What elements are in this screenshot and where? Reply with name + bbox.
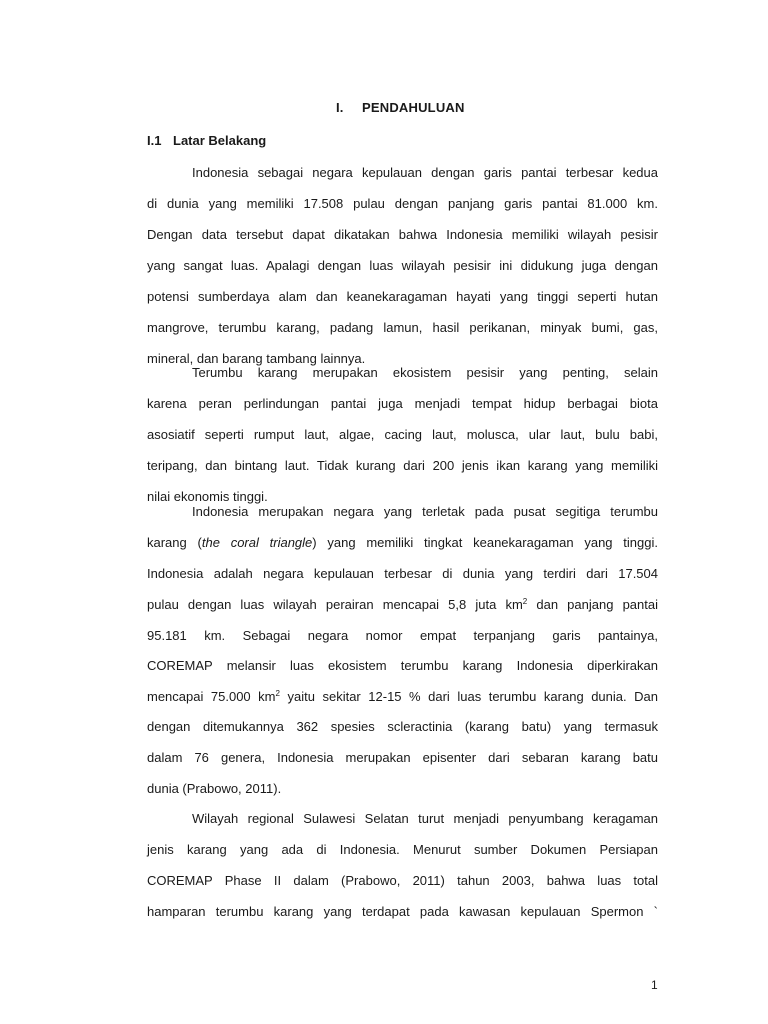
line-text: ) yang memiliki tingkat keanekaragaman yang tinggi. <box>312 535 658 550</box>
paragraph-line: mangrove, terumbu karang, padang lamun, hasil perikanan, minyak bumi, gas, <box>147 320 658 335</box>
paragraph-line: jenis karang yang ada di Indonesia. Menurut sumber Dokumen Persiapan <box>147 842 658 857</box>
paragraph-line: 95.181 km. Sebagai negara nomor empat terpanjang garis pantainya, <box>147 628 658 643</box>
paragraph-line: Wilayah regional Sulawesi Selatan turut menjadi penyumbang keragaman <box>192 811 658 826</box>
italic-term: the coral triangle <box>201 535 313 550</box>
paragraph-line: dengan ditemukannya 362 spesies scleractinia (karang batu) yang termasuk <box>147 719 658 734</box>
chapter-number: I. <box>336 100 344 115</box>
paragraph-line: Indonesia merupakan negara yang terletak pada pusat segitiga terumbu <box>192 504 658 519</box>
section-title: Latar Belakang <box>173 133 267 148</box>
section-heading <box>147 133 266 148</box>
chapter-title: PENDAHULUAN <box>362 100 465 115</box>
paragraph-line <box>147 596 658 614</box>
paragraph-line: Indonesia sebagai negara kepulauan dengan garis pantai terbesar kedua <box>192 165 658 180</box>
line-text: pulau dengan luas wilayah perairan mencapai 5,8 juta km <box>147 597 523 612</box>
paragraph-line: asosiatif seperti rumput laut, algae, cacing laut, molusca, ular laut, bulu babi, <box>147 427 658 442</box>
line-text: dan panjang pantai <box>527 597 658 612</box>
chapter-heading <box>336 100 465 115</box>
paragraph-line: Terumbu karang merupakan ekosistem pesisir yang penting, selain <box>192 365 658 380</box>
paragraph-line: COREMAP melansir luas ekosistem terumbu karang Indonesia diperkirakan <box>147 658 658 673</box>
paragraph-line <box>147 534 658 552</box>
paragraph-line <box>147 688 658 706</box>
paragraph-line: Indonesia adalah negara kepulauan terbesar di dunia yang terdiri dari 17.504 <box>147 566 658 581</box>
paragraph-line: potensi sumberdaya alam dan keanekaragaman hayati yang tinggi seperti hutan <box>147 289 658 304</box>
paragraph-line: Dengan data tersebut dapat dikatakan bahwa Indonesia memiliki wilayah pesisir <box>147 227 658 242</box>
paragraph-line: nilai ekonomis tinggi. <box>147 489 268 504</box>
superscript: 2 <box>275 689 280 698</box>
paragraph-line: di dunia yang memiliki 17.508 pulau dengan panjang garis pantai 81.000 km. <box>147 196 658 211</box>
line-text: yaitu sekitar 12-15 % dari luas terumbu karang dunia. Dan <box>279 689 658 704</box>
paragraph-line: hamparan terumbu karang yang terdapat pada kawasan kepulauan Spermon ` <box>147 904 658 919</box>
paragraph-line: mineral, dan barang tambang lainnya. <box>147 351 366 366</box>
line-text: karang ( <box>147 535 202 550</box>
paragraph-line: dunia (Prabowo, 2011). <box>147 781 282 796</box>
paragraph-line: dalam 76 genera, Indonesia merupakan episenter dari sebaran karang batu <box>147 750 658 765</box>
paragraph-line: karena peran perlindungan pantai juga menjadi tempat hidup berbagai biota <box>147 396 658 411</box>
paragraph-line: COREMAP Phase II dalam (Prabowo, 2011) tahun 2003, bahwa luas total <box>147 873 658 888</box>
page-number: 1 <box>651 978 658 992</box>
paragraph-line: yang sangat luas. Apalagi dengan luas wilayah pesisir ini didukung juga dengan <box>147 258 658 273</box>
paragraph-line: teripang, dan bintang laut. Tidak kurang dari 200 jenis ikan karang yang memiliki <box>147 458 658 473</box>
section-number: I.1 <box>147 133 162 148</box>
line-text: mencapai 75.000 km <box>147 689 276 704</box>
superscript: 2 <box>522 597 528 606</box>
